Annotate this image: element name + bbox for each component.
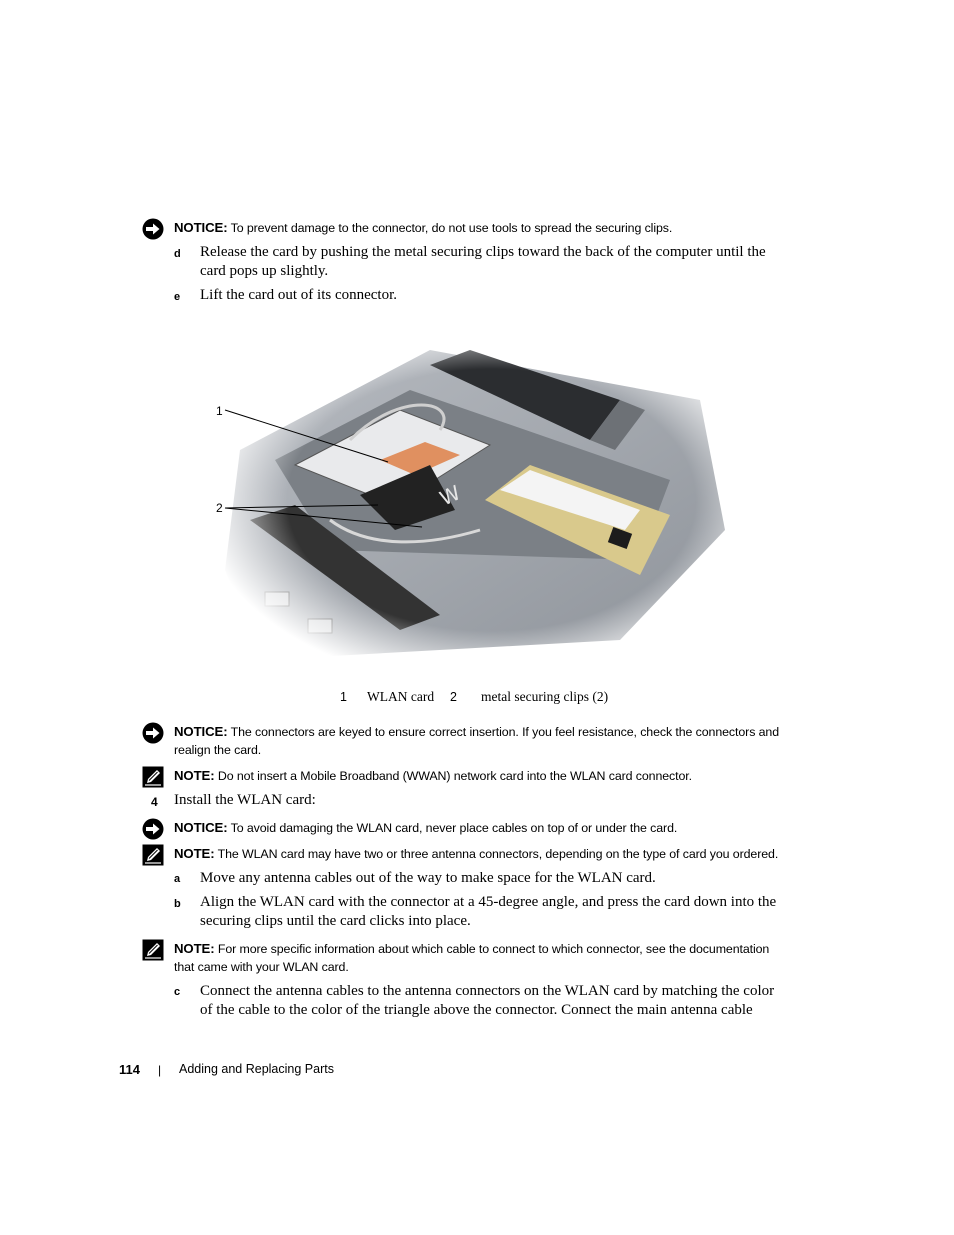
notice-arrow-icon (142, 218, 164, 240)
notice-label: NOTICE: (174, 220, 228, 235)
note-pencil-icon (142, 844, 164, 866)
step-b-text (200, 893, 820, 931)
caption-number-1: 1 (340, 690, 347, 704)
notice-prevent-damage (142, 219, 822, 237)
callout-2: 2 (216, 501, 223, 515)
notice-body: To prevent damage to the connector, do not use tools to spread the securing clips. (227, 221, 673, 235)
step-letter: e (174, 291, 181, 303)
step-letter: c (174, 986, 181, 998)
note-antenna-connectors (142, 845, 822, 863)
step-number: 4 (151, 795, 158, 809)
step-c-text (200, 982, 820, 1020)
wlan-card-illustration (200, 330, 730, 670)
step-line: Move any antenna cables out of the way to make space for the WLAN card. (200, 870, 656, 886)
step-line: card pops up slightly. (200, 263, 329, 279)
callout-1: 1 (216, 404, 223, 418)
note-body-continued: that came with your WLAN card. (174, 960, 349, 974)
note-documentation (142, 940, 822, 958)
notice-keyed-connectors (142, 723, 822, 741)
step-line: Lift the card out of its connector. (200, 287, 398, 303)
notice-cables (142, 819, 822, 837)
notice-arrow-icon (142, 818, 164, 840)
step-line: of the cable to the color of the triangle above the connector. Connect the main antenna cable (200, 1002, 753, 1018)
notice-label: NOTICE: (174, 724, 228, 739)
step-line: Connect the antenna cables to the antenna connectors on the WLAN card by matching the color (200, 983, 775, 999)
note-pencil-icon (142, 766, 164, 788)
step-4-text (174, 791, 794, 810)
notice-body: To avoid damaging the WLAN card, never place cables on top of or under the card. (227, 821, 678, 835)
notice-body-continued: realign the card. (174, 743, 262, 757)
note-pencil-icon (142, 939, 164, 961)
step-letter: a (174, 873, 181, 885)
note-body: The WLAN card may have two or three antenna connectors, depending on the type of card you ordered. (214, 847, 779, 861)
note-label: NOTE: (174, 846, 215, 861)
notice-arrow-icon (142, 722, 164, 744)
step-line: Install the WLAN card: (174, 792, 316, 808)
caption-securing-clips: metal securing clips (2) (481, 689, 609, 704)
page-number: 114 (119, 1062, 140, 1077)
caption-wlan-card: WLAN card (367, 689, 435, 704)
notice-body: The connectors are keyed to ensure correct insertion. If you feel resistance, check the connectors and (227, 725, 779, 739)
notice-label: NOTICE: (174, 820, 228, 835)
caption-number-2: 2 (450, 690, 457, 704)
step-line: Align the WLAN card with the connector at a 45-degree angle, and press the card down into the (200, 894, 777, 910)
footer-section-title: Adding and Replacing Parts (179, 1062, 334, 1076)
step-line: Release the card by pushing the metal securing clips toward the back of the computer until the (200, 244, 766, 260)
step-e-text (200, 286, 820, 305)
step-letter: b (174, 898, 181, 910)
footer-separator: | (158, 1063, 162, 1077)
step-d-text (200, 243, 820, 281)
note-body: Do not insert a Mobile Broadband (WWAN) network card into the WLAN card connector. (214, 769, 692, 783)
note-wwan (142, 767, 822, 785)
step-a-text (200, 869, 820, 888)
note-label: NOTE: (174, 941, 215, 956)
note-body: For more specific information about which cable to connect to which connector, see the documentation (214, 942, 770, 956)
step-line: securing clips until the card clicks into place. (200, 913, 471, 929)
note-label: NOTE: (174, 768, 215, 783)
step-letter: d (174, 248, 181, 260)
